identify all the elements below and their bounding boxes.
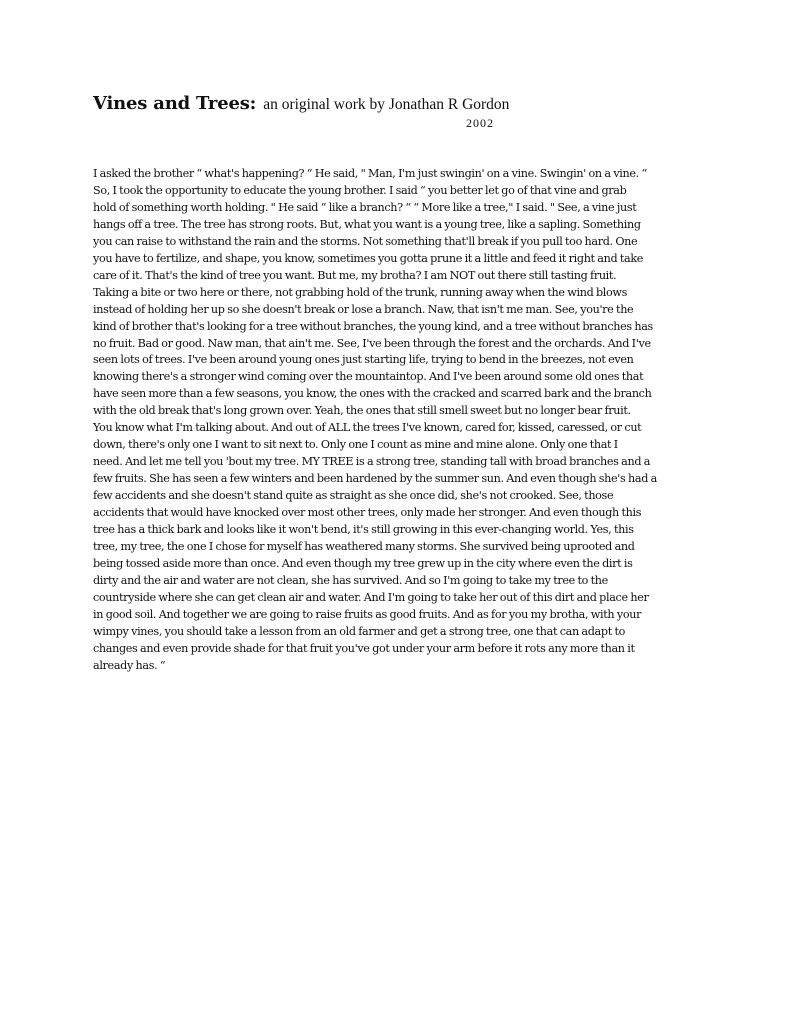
body-line: being tossed aside more than once. And even though my tree grew up in the city where even the dirt is xyxy=(93,556,633,570)
body-line: no fruit. Bad or good. Naw man, that ain't me. See, I've been through the forest and the orchards. And I've xyxy=(93,336,651,350)
body-line: in good soil. And together we are going to raise fruits as good fruits. And as for you my brotha, with your xyxy=(93,607,642,621)
body-line: you can raise to withstand the rain and the storms. Not something that'll break if you pull too hard. One xyxy=(93,234,638,248)
body-line: changes and even provide shade for that fruit you've got under your arm before it rots any more than it xyxy=(93,641,635,655)
body-line: So, I took the opportunity to educate the young brother. I said “ you better let go of that vine and grab xyxy=(93,183,627,197)
body-line: seen lots of trees. I've been around young ones just starting life, trying to bend in the breezes, not even xyxy=(93,353,634,367)
body-line: tree, my tree, the one I chose for myself has weathered many storms. She survived being uprooted and xyxy=(93,539,635,553)
body-line: care of it. That's the kind of tree you want. But me, my brotha? I am NOT out there still tasting fruit. xyxy=(93,268,617,282)
body-line: already has. “ xyxy=(93,658,166,672)
body-line: knowing there's a stronger wind coming over the mountaintop. And I've been around some old ones that xyxy=(93,370,644,384)
body-line: dirty and the air and water are not clean, she has survived. And so I'm going to take my tree to the xyxy=(93,573,608,587)
body-line: instead of holding her up so she doesn't break or lose a branch. Naw, that isn't me man. See, you're the xyxy=(93,302,634,316)
body-line: hold of something worth holding. " He said “ like a branch? “ “ More like a tree," I said. " See, a vine just xyxy=(93,200,637,214)
document-title: Vines and Trees: xyxy=(93,93,257,114)
body-line: few accidents and she doesn't stand quite as straight as she once did, she's not crooked. See, those xyxy=(93,489,614,503)
body-line: I asked the brother “ what's happening? “ He said, " Man, I'm just swingin' on a vine. Swingin' on a vine. “ xyxy=(93,167,647,180)
body-line: kind of brother that's looking for a tree without branches, the young kind, and a tree without branches has xyxy=(93,319,653,333)
body-line: hangs off a tree. The tree has strong roots. But, what you want is a young tree, like a sapling. Something xyxy=(93,217,641,231)
body-line: few fruits. She has seen a few winters and been hardened by the summer sun. And even though she's had a xyxy=(93,472,657,486)
body-line: accidents that would have knocked over most other trees, only made her stronger. And even though this xyxy=(93,506,642,520)
body-line: you have to fertilize, and shape, you know, sometimes you gotta prune it a little and feed it right and take xyxy=(93,251,644,265)
body-line: countryside where she can get clean air and water. And I'm going to take her out of this dirt and place her xyxy=(93,590,649,604)
title-line xyxy=(93,93,509,114)
body-line: have seen more than a few seasons, you know, the ones with the cracked and scarred bark and the branch xyxy=(93,387,652,401)
document-year: 2002 xyxy=(466,116,494,130)
body-paragraph xyxy=(93,166,705,675)
body-line: with the old break that's long grown over. Yeah, the ones that still smell sweet but no longer bear fruit. xyxy=(93,404,631,418)
body-line: wimpy vines, you should take a lesson from an old farmer and get a strong tree, one that can adapt to xyxy=(93,624,625,638)
body-line: Taking a bite or two here or there, not grabbing hold of the trunk, running away when the wind blows xyxy=(93,285,628,299)
body-line: down, there's only one I want to sit next to. Only one I count as mine and mine alone. Only one that I xyxy=(93,438,618,452)
body-line: tree has a thick bark and looks like it won't bend, it's still growing in this ever-changing world. Yes, this xyxy=(93,523,634,537)
body-line: You know what I'm talking about. And out of ALL the trees I've known, cared for, kissed, caressed, or cut xyxy=(93,421,642,435)
body-line: need. And let me tell you 'bout my tree. MY TREE is a strong tree, standing tall with broad branches and a xyxy=(93,455,651,469)
document-byline: an original work by Jonathan R Gordon xyxy=(263,96,510,113)
